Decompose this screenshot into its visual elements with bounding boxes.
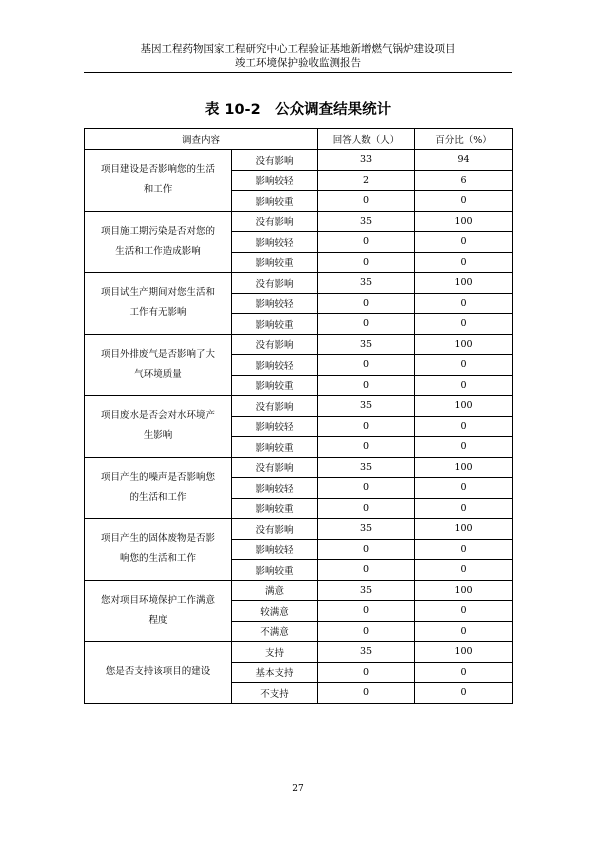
count-cell: 35: [318, 211, 415, 232]
answer-cell: 没有影响: [232, 211, 318, 232]
answer-cell: 支持: [232, 642, 318, 663]
count-cell: 0: [318, 375, 415, 396]
percent-cell: 0: [415, 560, 513, 581]
answer-cell: 没有影响: [232, 150, 318, 171]
count-cell: 35: [318, 273, 415, 294]
answer-cell: 影响较重: [232, 498, 318, 519]
percent-cell: 0: [415, 191, 513, 212]
count-cell: 0: [318, 191, 415, 212]
percent-cell: 0: [415, 416, 513, 437]
answer-cell: 影响较轻: [232, 232, 318, 253]
answer-cell: 影响较轻: [232, 355, 318, 376]
count-cell: 33: [318, 150, 415, 171]
table-row: [85, 642, 513, 663]
answer-cell: 没有影响: [232, 457, 318, 478]
percent-cell: 100: [415, 457, 513, 478]
column-header-percent: 百分比（%）: [415, 129, 513, 150]
percent-cell: 100: [415, 211, 513, 232]
answer-cell: 没有影响: [232, 396, 318, 417]
answer-cell: 没有影响: [232, 519, 318, 540]
header-line-2: 竣工环境保护验收监测报告: [235, 57, 361, 69]
count-cell: 35: [318, 580, 415, 601]
count-cell: 35: [318, 396, 415, 417]
count-cell: 0: [318, 252, 415, 273]
percent-cell: 6: [415, 170, 513, 191]
count-cell: 2: [318, 170, 415, 191]
count-cell: 0: [318, 437, 415, 458]
table-header-row: [85, 129, 513, 150]
count-cell: 0: [318, 478, 415, 499]
percent-cell: 0: [415, 539, 513, 560]
count-cell: 35: [318, 334, 415, 355]
header-line-1: 基因工程药物国家工程研究中心工程验证基地新增燃气锅炉建设项目: [140, 43, 456, 55]
answer-cell: 不满意: [232, 621, 318, 642]
count-cell: 0: [318, 355, 415, 376]
percent-cell: 0: [415, 498, 513, 519]
header-rule: [84, 72, 512, 73]
percent-cell: 0: [415, 662, 513, 683]
count-cell: 35: [318, 519, 415, 540]
table-row: [85, 580, 513, 601]
table-row: [85, 273, 513, 294]
table-row: [85, 334, 513, 355]
percent-cell: 100: [415, 519, 513, 540]
answer-cell: 影响较重: [232, 314, 318, 335]
percent-cell: 0: [415, 232, 513, 253]
percent-cell: 0: [415, 437, 513, 458]
question-cell: 项目试生产期间对您生活和工作有无影响: [85, 273, 232, 335]
percent-cell: 94: [415, 150, 513, 171]
count-cell: 0: [318, 293, 415, 314]
page-number: 27: [292, 784, 304, 794]
survey-results-table: [84, 128, 513, 704]
percent-cell: 0: [415, 375, 513, 396]
count-cell: 0: [318, 539, 415, 560]
percent-cell: 0: [415, 252, 513, 273]
percent-cell: 100: [415, 642, 513, 663]
percent-cell: 0: [415, 621, 513, 642]
percent-cell: 0: [415, 478, 513, 499]
answer-cell: 基本支持: [232, 662, 318, 683]
percent-cell: 0: [415, 683, 513, 704]
table-row: [85, 150, 513, 171]
answer-cell: 没有影响: [232, 273, 318, 294]
answer-cell: 没有影响: [232, 334, 318, 355]
question-cell: 您对项目环境保护工作满意程度: [85, 580, 232, 642]
page-header: [0, 42, 596, 70]
percent-cell: 100: [415, 396, 513, 417]
count-cell: 0: [318, 683, 415, 704]
answer-cell: 影响较轻: [232, 478, 318, 499]
percent-cell: 0: [415, 314, 513, 335]
percent-cell: 100: [415, 580, 513, 601]
answer-cell: 较满意: [232, 601, 318, 622]
question-cell: 项目施工期污染是否对您的生活和工作造成影响: [85, 211, 232, 273]
count-cell: 0: [318, 416, 415, 437]
question-cell: 您是否支持该项目的建设: [85, 642, 232, 704]
count-cell: 0: [318, 232, 415, 253]
count-cell: 0: [318, 560, 415, 581]
count-cell: 0: [318, 662, 415, 683]
table-row: [85, 457, 513, 478]
count-cell: 0: [318, 601, 415, 622]
answer-cell: 影响较轻: [232, 170, 318, 191]
question-cell: 项目产生的噪声是否影响您的生活和工作: [85, 457, 232, 519]
count-cell: 0: [318, 621, 415, 642]
count-cell: 35: [318, 457, 415, 478]
answer-cell: 满意: [232, 580, 318, 601]
percent-cell: 0: [415, 293, 513, 314]
count-cell: 0: [318, 498, 415, 519]
table-title: 表 10-2 公众调查结果统计: [204, 102, 392, 118]
table-row: [85, 396, 513, 417]
answer-cell: 影响较重: [232, 191, 318, 212]
answer-cell: 影响较重: [232, 252, 318, 273]
answer-cell: 影响较重: [232, 560, 318, 581]
percent-cell: 100: [415, 334, 513, 355]
table-row: [85, 519, 513, 540]
table-row: [85, 211, 513, 232]
answer-cell: 影响较重: [232, 375, 318, 396]
column-header-count: 回答人数（人）: [318, 129, 415, 150]
answer-cell: 影响较轻: [232, 539, 318, 560]
count-cell: 0: [318, 314, 415, 335]
question-cell: 项目产生的固体废物是否影响您的生活和工作: [85, 519, 232, 581]
percent-cell: 0: [415, 355, 513, 376]
answer-cell: 影响较轻: [232, 293, 318, 314]
question-cell: 项目废水是否会对水环境产生影响: [85, 396, 232, 458]
answer-cell: 不支持: [232, 683, 318, 704]
table-body: [85, 150, 513, 704]
question-cell: 项目外排废气是否影响了大气环境质量: [85, 334, 232, 396]
count-cell: 35: [318, 642, 415, 663]
percent-cell: 100: [415, 273, 513, 294]
question-cell: 项目建设是否影响您的生活和工作: [85, 150, 232, 212]
column-header-content: 调查内容: [85, 129, 318, 150]
percent-cell: 0: [415, 601, 513, 622]
answer-cell: 影响较轻: [232, 416, 318, 437]
answer-cell: 影响较重: [232, 437, 318, 458]
